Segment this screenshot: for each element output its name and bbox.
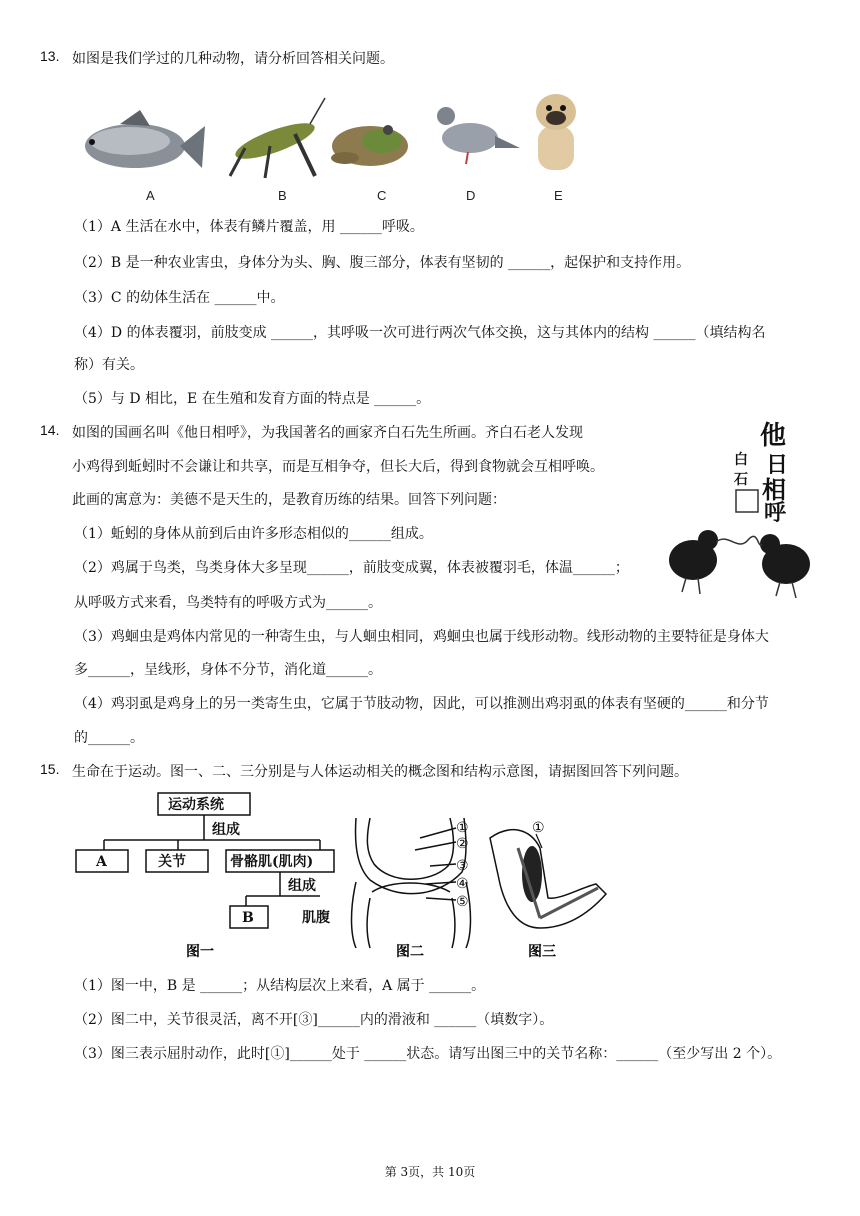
concept-joint: 关节 bbox=[158, 854, 186, 870]
dog-image bbox=[536, 94, 576, 170]
label-e: E bbox=[554, 188, 563, 203]
concept-tendon: 肌腹 bbox=[302, 910, 330, 926]
arm-marker-1: ① bbox=[532, 820, 545, 836]
fish-image bbox=[85, 110, 205, 168]
concept-map bbox=[76, 793, 334, 928]
q15-item-1: （1）图一中，B 是 ______；从结构层次上来看，A 属于 ______。 bbox=[74, 978, 486, 994]
q15-stem: 生命在于运动。图一、二、三分别是与人体运动相关的概念图和结构示意图，请据图回答下列问题。 bbox=[72, 764, 688, 780]
painting-char-3: 白 bbox=[734, 452, 748, 468]
painting-figure bbox=[658, 412, 818, 602]
q14-item-1: （1）蚯蚓的身体从前到后由许多形态相似的______组成。 bbox=[74, 526, 433, 542]
q13-item-3: （3）C 的幼体生活在 ______中。 bbox=[74, 290, 285, 306]
q14-stem-3: 此画的寓意为：美德不是天生的，是教育历练的结果。回答下列问题： bbox=[72, 492, 506, 508]
q13-number: 13. bbox=[40, 48, 60, 64]
q14-item-3-cont: 多______，呈线形，身体不分节，消化道______。 bbox=[74, 662, 382, 678]
fig2-label: 图二 bbox=[396, 944, 424, 960]
fig1-label: 图一 bbox=[186, 944, 214, 960]
label-d: D bbox=[466, 188, 476, 203]
painting-char-6: 呼 bbox=[764, 500, 787, 526]
joint-marker-5: ⑤ bbox=[456, 894, 469, 910]
joint-marker-2: ② bbox=[456, 836, 469, 852]
label-c: C bbox=[377, 188, 387, 203]
chick-right bbox=[760, 534, 810, 598]
label-a: A bbox=[146, 188, 155, 203]
q14-item-3: （3）鸡蛔虫是鸡体内常见的一种寄生虫，与人蛔虫相同，鸡蛔虫也属于线形动物。线形动物的主要特征是身体大 bbox=[74, 629, 769, 645]
joint-diagram bbox=[352, 818, 471, 948]
painting-char-1: 他 bbox=[760, 421, 787, 451]
label-b: B bbox=[278, 188, 287, 203]
q14-stem-2: 小鸡得到蚯蚓时不会谦让和共享，而是互相争夺，但长大后，得到食物就会互相呼唤。 bbox=[72, 459, 604, 475]
concept-root: 运动系统 bbox=[168, 797, 224, 813]
q13-item-2: （2）B 是一种农业害虫，身体分为头、胸、腹三部分，体表有坚韧的 ______，起保护和支持作用。 bbox=[74, 255, 691, 271]
concept-muscle: 骨骼肌(肌肉) bbox=[230, 854, 314, 870]
concept-a: A bbox=[96, 854, 107, 870]
fig3-label: 图三 bbox=[528, 944, 556, 960]
q13-animals-figure bbox=[70, 86, 590, 206]
q13-item-4-cont: 称）有关。 bbox=[74, 357, 144, 373]
pigeon-image bbox=[437, 107, 520, 164]
painting-char-2: 日 bbox=[766, 452, 789, 478]
frog-image bbox=[331, 125, 408, 166]
q13-stem: 如图是我们学过的几种动物，请分析回答相关问题。 bbox=[72, 51, 394, 67]
q15-number: 15. bbox=[40, 761, 60, 777]
q14-item-4-cont: 的______。 bbox=[74, 730, 144, 746]
q15-item-3: （3）图三表示屈肘动作，此时[①]______处于 ______状态。请写出图三中的关节名称：______（至少写出 2 个）。 bbox=[74, 1046, 782, 1062]
q13-item-5: （5）与 D 相比，E 在生殖和发育方面的特点是 ______。 bbox=[74, 391, 431, 407]
earthworm bbox=[716, 536, 762, 545]
joint-marker-4: ④ bbox=[456, 876, 469, 892]
q14-stem-1: 如图的国画名叫《他日相呼》，为我国著名的画家齐白石先生所画。齐白石老人发现 bbox=[72, 425, 583, 441]
grasshopper-image bbox=[230, 98, 325, 178]
joint-marker-3: ③ bbox=[456, 858, 469, 874]
concept-rel2: 组成 bbox=[288, 878, 316, 894]
q14-item-4: （4）鸡羽虱是鸡身上的另一类寄生虫，它属于节肢动物，因此，可以推测出鸡羽虱的体表有坚硬的______和分节 bbox=[74, 696, 769, 712]
painting-char-4: 石 bbox=[734, 472, 748, 488]
seal-stamp bbox=[736, 490, 758, 512]
concept-b: B bbox=[242, 910, 254, 926]
chick-left bbox=[669, 530, 718, 594]
q13-item-4: （4）D 的体表覆羽，前肢变成 ______，其呼吸一次可进行两次气体交换，这与其体内的结构 ______（填结构名 bbox=[74, 325, 766, 341]
q15-figures bbox=[70, 788, 630, 964]
page-footer: 第 3页，共 10页 bbox=[384, 1165, 476, 1179]
joint-marker-1: ① bbox=[456, 820, 469, 836]
q14-item-2: （2）鸡属于鸟类，鸟类身体大多呈现______，前肢变成翼，体表被覆羽毛，体温______； bbox=[74, 560, 629, 576]
concept-rel1: 组成 bbox=[212, 822, 240, 838]
painting-char-5: 相 bbox=[762, 475, 786, 504]
q15-item-2: （2）图二中，关节很灵活，离不开[③]______内的滑液和 ______（填数字）。 bbox=[74, 1012, 554, 1028]
q14-number: 14. bbox=[40, 422, 60, 438]
q14-item-2-cont: 从呼吸方式来看，鸟类特有的呼吸方式为______。 bbox=[74, 595, 382, 611]
arm-diagram bbox=[490, 830, 606, 928]
q13-item-1: （1）A 生活在水中，体表有鳞片覆盖，用 ______呼吸。 bbox=[74, 219, 424, 235]
